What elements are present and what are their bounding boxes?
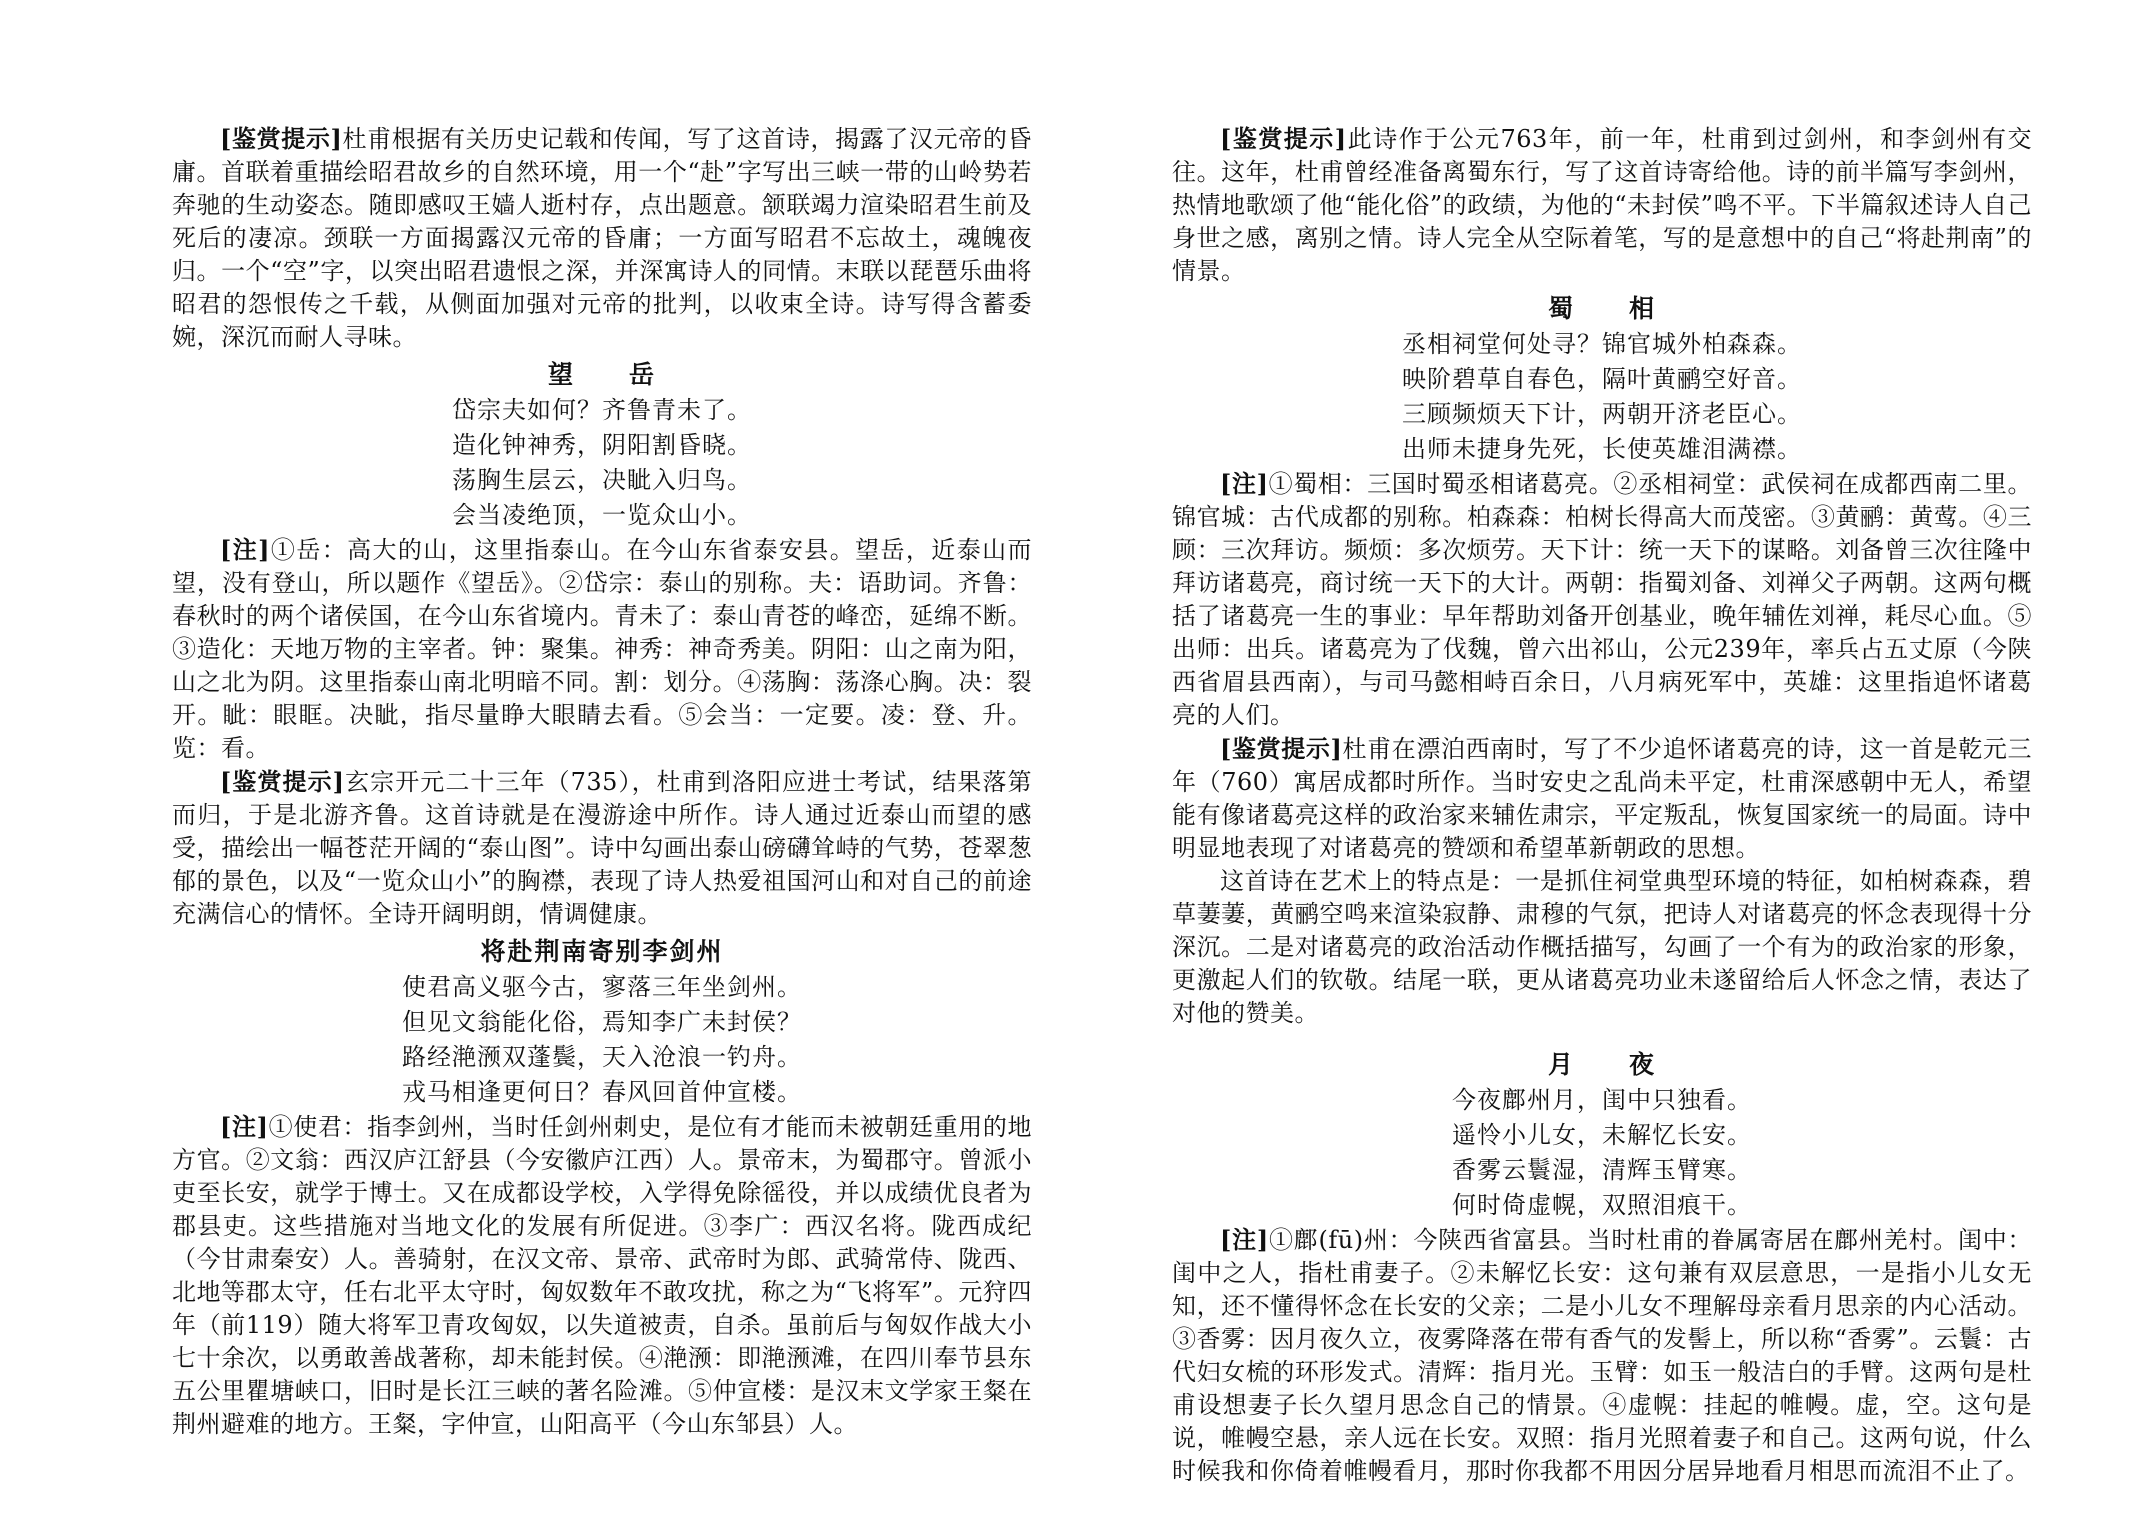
poem-lines	[172, 970, 1032, 1110]
poem-line: 出师未捷身先死，长使英雄泪满襟。	[1402, 435, 1802, 463]
right-page	[1172, 122, 2032, 1488]
poem-line: 路经滟滪双蓬鬓，天入沧浪一钓舟。	[402, 1043, 802, 1071]
paragraph-text: ①岳：高大的山，这里指泰山。在今山东省泰安县。望岳，近泰山而望，没有登山，所以题作《望岳》。②岱宗：泰山的别称。夫：语助词。齐鲁：春秋时的两个诸侯国，在今山东省境内。青未了：泰山青苍的峰峦，延绵不断。③造化：天地万物的主宰者。钟：聚集。神秀：神奇秀美。阴阳：山之南为阳，山之北为阴。这里指泰山南北明暗不同。割：划分。④荡胸：荡涤心胸。决：裂开。眦：眼眶。决眦，指尽量睁大眼睛去看。⑤会当：一定要。凌：登、升。览：看。	[172, 536, 1032, 762]
poem-line: 使君高义驱今古，寥落三年坐剑州。	[402, 973, 802, 1001]
appreciation-paragraph	[1172, 122, 2032, 288]
appreciation-paragraph	[1172, 732, 2032, 865]
paragraph-text: 玄宗开元二十三年（735），杜甫到洛阳应进士考试，结果落第而归，于是北游齐鲁。这首诗就是在漫游途中所作。诗人通过近泰山而望的感受，描绘出一幅苍茫开阔的“泰山图”。诗中勾画出泰山磅礴耸峙的气势，苍翠葱郁的景色，以及“一览众山小”的胸襟，表现了诗人热爱祖国河山和对自己的前途充满信心的情怀。全诗开阔明朗，情调健康。	[172, 768, 1032, 928]
paragraph-text: 杜甫在漂泊西南时，写了不少追怀诸葛亮的诗，这一首是乾元三年（760）寓居成都时所作。当时安史之乱尚未平定，杜甫深感朝中无人，希望能有像诸葛亮这样的政治家来辅佐肃宗，平定叛乱，恢复国家统一的局面。诗中明显地表现了对诸葛亮的赞颂和希望革新朝政的思想。	[1172, 735, 2032, 862]
notes-tag: [注]	[220, 1112, 269, 1141]
paragraph-text: ①鄜(fū)州：今陕西省富县。当时杜甫的眷属寄居在鄜州羌村。闺中：闺中之人，指杜甫妻子。②未解忆长安：这句兼有双层意思，一是指小儿女无知，还不懂得怀念在长安的父亲；二是小儿女不理解母亲看月思亲的内心活动。③香雾：因月夜久立，夜雾降落在带有香气的发髻上，所以称“香雾”。云鬟：古代妇女梳的环形发式。清辉：指月光。玉臂：如玉一般洁白的手臂。这两句是杜甫设想妻子长久望月思念自己的情景。④虚幌：挂起的帷幔。虚，空。这句是说，帷幔空悬，亲人远在长安。双照：指月光照着妻子和自己。这两句说，什么时候我和你倚着帷幔看月，那时你我都不用因分居异地看月相思而流泪不止了。	[1172, 1226, 2032, 1485]
appreciation-tag: [鉴赏提示]	[220, 767, 345, 796]
poem-line: 今夜鄜州月，闺中只独看。	[1452, 1086, 1752, 1114]
poem-line: 何时倚虚幌，双照泪痕干。	[1452, 1191, 1752, 1219]
poem-line: 戎马相逢更何日？春风回首仲宣楼。	[402, 1078, 802, 1106]
poem-lines	[1172, 327, 2032, 467]
notes-paragraph	[172, 533, 1032, 765]
poem-title: 蜀 相	[1547, 294, 1656, 323]
poem-title: 月 夜	[1547, 1050, 1656, 1079]
appreciation-tag: [鉴赏提示]	[220, 124, 343, 153]
poem-line: 荡胸生层云，决眦入归鸟。	[452, 466, 752, 494]
left-page	[172, 122, 1032, 1441]
poem-line: 三顾频烦天下计，两朝开济老臣心。	[1402, 400, 1802, 428]
paragraph-text: ①蜀相：三国时蜀丞相诸葛亮。②丞相祠堂：武侯祠在成都西南二里。锦官城：古代成都的别称。柏森森：柏树长得高大而茂密。③黄鹂：黄莺。④三顾：三次拜访。频烦：多次烦劳。天下计：统一天下的谋略。刘备曾三次往隆中拜访诸葛亮，商讨统一天下的大计。两朝：指蜀刘备、刘禅父子两朝。这两句概括了诸葛亮一生的事业：早年帮助刘备开创基业，晚年辅佐刘禅，耗尽心血。⑤出师：出兵。诸葛亮为了伐魏，曾六出祁山，公元239年，率兵占五丈原（今陕西省眉县西南），与司马懿相峙百余日，八月病死军中，英雄：这里指追怀诸葛亮的人们。	[1172, 470, 2033, 729]
poem-line: 映阶碧草自春色，隔叶黄鹂空好音。	[1402, 365, 1802, 393]
paragraph-text: 杜甫根据有关历史记载和传闻，写了这首诗，揭露了汉元帝的昏庸。首联着重描绘昭君故乡的自然环境，用一个“赴”字写出三峡一带的山岭势若奔驰的生动姿态。随即感叹王嫱人逝村存，点出题意。颔联竭力渲染昭君生前及死后的凄凉。颈联一方面揭露汉元帝的昏庸；一方面写昭君不忘故土，魂魄夜归。一个“空”字，以突出昭君遗恨之深，并深寓诗人的同情。末联以琵琶乐曲将昭君的怨恨传之千载，从侧面加强对元帝的批判，以收束全诗。诗写得含蓄委婉，深沉而耐人寻味。	[172, 125, 1032, 351]
appreciation-paragraph	[172, 765, 1032, 931]
notes-tag: [注]	[220, 535, 271, 564]
poem-lines	[172, 393, 1032, 533]
appreciation-paragraph	[172, 122, 1032, 354]
poem-line: 丞相祠堂何处寻？锦官城外柏森森。	[1402, 330, 1802, 358]
notes-tag: [注]	[1220, 1225, 1269, 1254]
spacer	[1172, 1030, 2032, 1044]
poem-lines	[1172, 1083, 2032, 1223]
notes-paragraph	[1172, 1223, 2032, 1488]
poem-line: 但见文翁能化俗，焉知李广未封侯？	[402, 1008, 802, 1036]
poem-title: 将赴荆南寄别李剑州	[480, 937, 724, 966]
poem-line: 遥怜小儿女，未解忆长安。	[1452, 1121, 1752, 1149]
notes-paragraph	[172, 1110, 1032, 1441]
paragraph-text: ①使君：指李剑州，当时任剑州刺史，是位有才能而未被朝廷重用的地方官。②文翁：西汉庐江舒县（今安徽庐江西）人。景帝末，为蜀郡守。曾派小吏至长安，就学于博士。又在成都设学校，入学得免除徭役，并以成绩优良者为郡县吏。这些措施对当地文化的发展有所促进。③李广：西汉名将。陇西成纪（今甘肃秦安）人。善骑射，在汉文帝、景帝、武帝时为郎、武骑常侍、陇西、北地等郡太守，任右北平太守时，匈奴数年不敢攻扰，称之为“飞将军”。元狩四年（前119）随大将军卫青攻匈奴，以失道被责，自杀。虽前后与匈奴作战大小七十余次，以勇敢善战著称，却未能封侯。④滟滪：即滟滪滩，在四川奉节县东五公里瞿塘峡口，旧时是长江三峡的著名险滩。⑤仲宣楼：是汉末文学家王粲在荆州避难的地方。王粲，字仲宣，山阳高平（今山东邹县）人。	[172, 1113, 1033, 1438]
poem-line: 造化钟神秀，阴阳割昏晓。	[452, 431, 752, 459]
poem-title: 望 岳	[547, 360, 656, 389]
notes-paragraph	[1172, 467, 2032, 732]
poem-line: 香雾云鬟湿，清辉玉臂寒。	[1452, 1156, 1752, 1184]
appreciation-tag: [鉴赏提示]	[1220, 124, 1347, 153]
poem-line: 岱宗夫如何？齐鲁青未了。	[452, 396, 752, 424]
poem-line: 会当凌绝顶，一览众山小。	[452, 501, 752, 529]
art-features-paragraph: 这首诗在艺术上的特点是：一是抓住祠堂典型环境的特征，如柏树森森，碧草萋萋，黄鹂空鸣来渲染寂静、肃穆的气氛，把诗人对诸葛亮的怀念表现得十分深沉。二是对诸葛亮的政治活动作概括描写，勾画了一个有为的政治家的形象，更激起人们的钦敬。结尾一联，更从诸葛亮功业未遂留给后人怀念之情，表达了对他的赞美。	[1172, 867, 2032, 1027]
appreciation-tag: [鉴赏提示]	[1220, 734, 1343, 763]
notes-tag: [注]	[1220, 469, 1269, 498]
paragraph-text: 此诗作于公元763年，前一年，杜甫到过剑州，和李剑州有交往。这年，杜甫曾经准备离蜀东行，写了这首诗寄给他。诗的前半篇写李剑州，热情地歌颂了他“能化俗”的政绩，为他的“未封侯”鸣不平。下半篇叙述诗人自己身世之感，离别之情。诗人完全从空际着笔，写的是意想中的自己“将赴荆南”的情景。	[1172, 125, 2032, 285]
